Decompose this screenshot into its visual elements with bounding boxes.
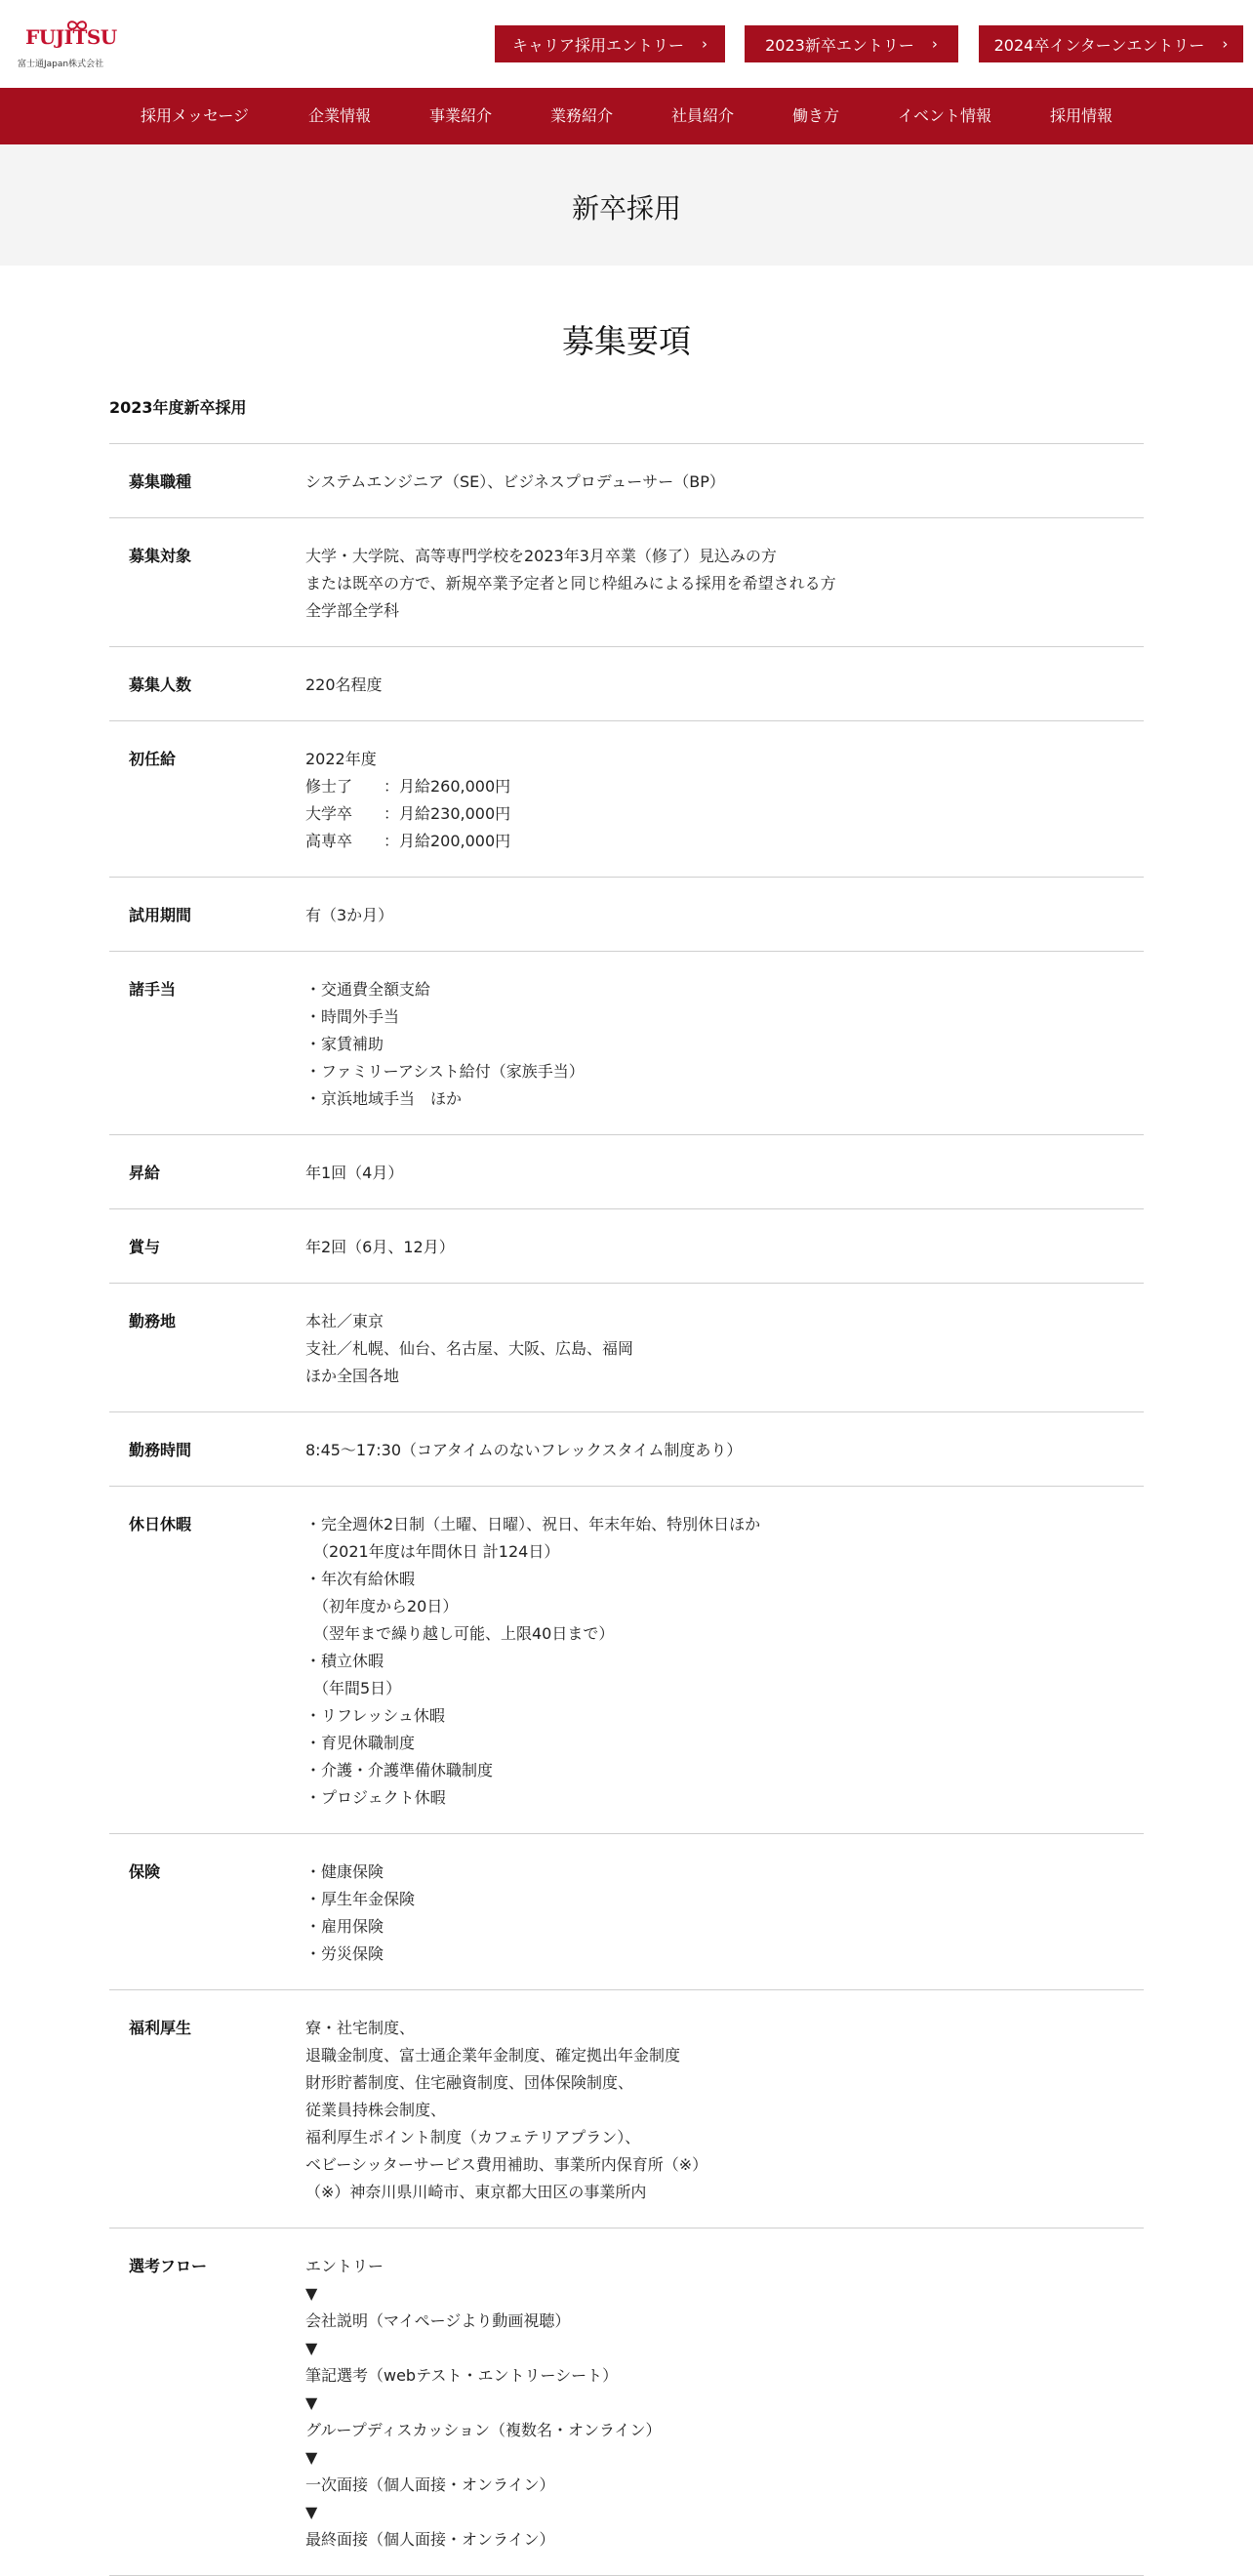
row-label: 勤務時間 (129, 1441, 192, 1459)
table-row (109, 952, 1144, 1135)
row-value-line: （2021年度は年間休日 計124日） (305, 1542, 560, 1561)
row-value-line: （翌年まで繰り越し可能、上限40日まで） (305, 1624, 615, 1643)
nav-item-recruit-info[interactable]: 採用情報 (1050, 106, 1113, 125)
row-value-line: ・健康保険 (305, 1862, 384, 1881)
career-entry-button[interactable] (495, 25, 725, 62)
year-label: 2023年度新卒採用 (109, 398, 247, 417)
row-value-line: ▼ (305, 2339, 318, 2357)
row-label: 賞与 (129, 1238, 161, 1256)
row-value-line: ・育児休職制度 (305, 1734, 416, 1752)
row-value (305, 2253, 1144, 2554)
requirements-table (109, 443, 1144, 2576)
row-value-line: ・積立休暇 (305, 1652, 384, 1670)
row-value-line: ・時間外手当 (305, 1007, 400, 1026)
row-value-line: ・厚生年金保険 (305, 1890, 416, 1908)
row-value-line: （初年度から20日） (305, 1597, 459, 1615)
table-row (109, 1135, 1144, 1209)
row-value (305, 1234, 1144, 1261)
row-value-line: 会社説明（マイページより動画視聴） (305, 2311, 571, 2330)
row-value-line: システムエンジニア（SE）、ビジネスプロデューサー（BP） (305, 472, 725, 491)
nav-item-work-style[interactable]: 働き方 (792, 106, 840, 125)
row-value (305, 746, 1144, 855)
nav-item-employees[interactable]: 社員紹介 (671, 106, 735, 125)
row-label: 試用期間 (129, 906, 192, 924)
row-label: 募集職種 (129, 472, 192, 491)
row-value-line: ・介護・介護準備休職制度 (305, 1761, 494, 1779)
table-row (109, 1412, 1144, 1487)
row-value (305, 1859, 1144, 1968)
table-row (109, 1284, 1144, 1412)
row-value-line: 最終面接（個人面接・オンライン） (305, 2530, 555, 2549)
career-entry-label: キャリア採用エントリー (511, 35, 684, 55)
table-row (109, 721, 1144, 878)
row-value (305, 1437, 1144, 1464)
chevron-right-icon: › (1222, 35, 1229, 53)
intern-2024-entry-button[interactable] (979, 25, 1243, 62)
row-value-line: ・労災保険 (305, 1944, 384, 1963)
row-value-line: 従業員持株会制度、 (305, 2101, 447, 2119)
table-row (109, 444, 1144, 518)
site-header (0, 0, 1253, 88)
table-row (109, 878, 1144, 952)
row-label: 初任給 (129, 750, 177, 768)
row-value (305, 469, 1144, 496)
table-row (109, 2228, 1144, 2576)
row-value-line: （※）神奈川県川崎市、東京都大田区の事業所内 (305, 2183, 647, 2201)
row-value-line: 本社／東京 (305, 1312, 384, 1330)
row-value-line: ほか全国各地 (305, 1367, 400, 1385)
row-value-line: 年2回（6月、12月） (305, 1238, 455, 1256)
row-value-line: 年1回（4月） (305, 1164, 404, 1182)
row-value (305, 543, 1144, 625)
row-value-line: ▼ (305, 2393, 318, 2412)
row-value-line: 有（3か月） (305, 906, 394, 924)
row-value-line: ・家賃補助 (305, 1035, 384, 1053)
logo-company-name: 富士通Japan株式会社 (18, 60, 104, 69)
row-value-line: ・完全週休2日制（土曜、日曜）、祝日、年末年始、特別休日ほか (305, 1515, 761, 1533)
row-value-line: 支社／札幌、仙台、名古屋、大阪、広島、福岡 (305, 1339, 634, 1358)
table-row (109, 518, 1144, 647)
row-value-line: ・年次有給休暇 (305, 1570, 416, 1588)
row-value-line: 筆記選考（webテスト・エントリーシート） (305, 2366, 619, 2385)
nav-item-work[interactable]: 業務紹介 (550, 106, 614, 125)
main-nav (0, 88, 1253, 144)
row-label: 保険 (129, 1862, 161, 1881)
row-value-line: 8:45～17:30（コアタイムのないフレックスタイム制度あり） (305, 1441, 743, 1459)
table-row (109, 1209, 1144, 1284)
row-value-line: または既卒の方で、新規卒業予定者と同じ枠組みによる採用を希望される方 (305, 574, 836, 593)
table-row (109, 1990, 1144, 2228)
row-label: 勤務地 (129, 1312, 177, 1330)
row-label: 福利厚生 (129, 2019, 192, 2037)
new-grad-2023-entry-button[interactable] (745, 25, 958, 62)
row-value-line: 全学部全学科 (305, 601, 400, 620)
row-label: 募集対象 (129, 547, 192, 565)
row-value-line: ・交通費全額支給 (305, 980, 431, 999)
row-label: 募集人数 (129, 675, 192, 694)
row-value-line: 修士了 ：月給260,000円 (305, 777, 511, 796)
row-value (305, 902, 1144, 929)
row-value-line: ▼ (305, 2503, 318, 2521)
row-value-line: ・ファミリーアシスト給付（家族手当） (305, 1062, 585, 1081)
row-value (305, 976, 1144, 1113)
row-value-line: 大学卒 ：月給230,000円 (305, 804, 511, 823)
row-value-line: ・雇用保険 (305, 1917, 384, 1936)
row-value-line: エントリー (305, 2257, 384, 2275)
nav-item-recruit-message[interactable]: 採用メッセージ (141, 106, 250, 125)
row-value-line: ベビーシッターサービス費用補助、事業所内保育所（※） (305, 2155, 708, 2174)
chevron-right-icon: › (931, 35, 938, 53)
row-value-line: 2022年度 (305, 750, 377, 768)
table-row (109, 1834, 1144, 1990)
row-value-line: ・リフレッシュ休暇 (305, 1706, 445, 1725)
section-heading: 募集要項 (562, 322, 691, 360)
row-value-line: 福利厚生ポイント制度（カフェテリアプラン）、 (305, 2128, 641, 2147)
row-value (305, 2015, 1144, 2206)
row-value-line: ・京浜地域手当 ほか (305, 1089, 463, 1108)
logo-word: FUJITSU (25, 25, 117, 49)
row-value (305, 1308, 1144, 1390)
row-value-line: 退職金制度、富士通企業年金制度、確定拠出年金制度 (305, 2046, 681, 2065)
row-value-line: ・プロジェクト休暇 (305, 1788, 446, 1807)
fujitsu-logo[interactable] (18, 20, 125, 74)
row-value-line: （年間5日） (305, 1679, 402, 1697)
nav-item-business[interactable]: 事業紹介 (429, 106, 493, 125)
row-label: 選考フロー (129, 2257, 208, 2275)
row-value-line: ▼ (305, 2448, 318, 2467)
new-grad-2023-entry-label: 2023新卒エントリー (765, 35, 914, 55)
row-value-line: グループディスカッション（複数名・オンライン） (305, 2421, 662, 2439)
nav-item-company-info[interactable]: 企業情報 (308, 106, 372, 125)
row-value (305, 672, 1144, 699)
table-row (109, 1487, 1144, 1834)
row-value-line: 高専卒 ：月給200,000円 (305, 832, 511, 850)
row-value-line: 財形貯蓄制度、住宅融資制度、団体保険制度、 (305, 2073, 634, 2092)
row-value (305, 1160, 1144, 1187)
intern-2024-entry-label: 2024卒インターンエントリー (993, 35, 1205, 55)
row-label: 休日休暇 (129, 1515, 192, 1533)
chevron-right-icon: › (702, 35, 707, 53)
page-title-band (0, 144, 1253, 266)
row-value-line: 220名程度 (305, 675, 383, 694)
row-label: 諸手当 (129, 980, 177, 999)
nav-item-events[interactable]: イベント情報 (898, 106, 992, 125)
row-value-line: 寮・社宅制度、 (305, 2019, 416, 2037)
row-value-line: 一次面接（個人面接・オンライン） (305, 2475, 555, 2494)
row-value-line: ▼ (305, 2284, 318, 2303)
row-value (305, 1511, 1144, 1812)
page-title: 新卒採用 (571, 192, 681, 225)
row-label: 昇給 (129, 1164, 161, 1182)
table-row (109, 647, 1144, 721)
row-value-line: 大学・大学院、高等専門学校を2023年3月卒業（修了）見込みの方 (305, 547, 777, 565)
